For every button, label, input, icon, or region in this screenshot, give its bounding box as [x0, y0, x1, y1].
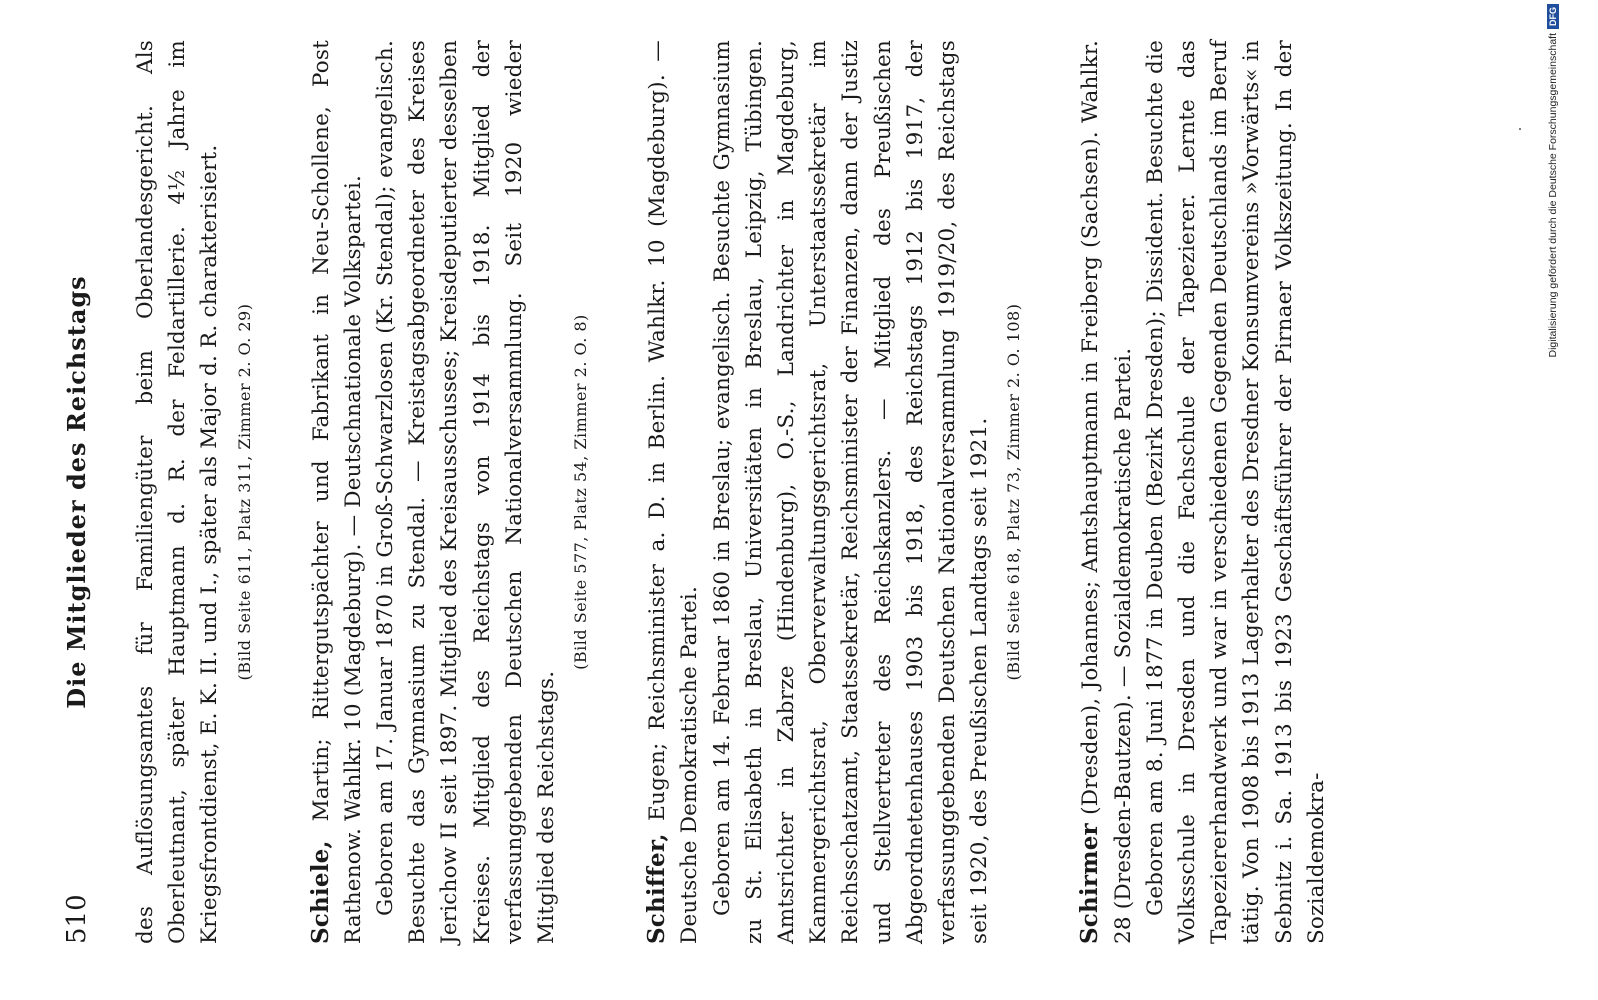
page-header — [62, 40, 102, 944]
entry-paragraph: Geboren am 8. Juni 1877 in Deuben (Bezirk Dresden); Dissident. Besuchte die Volksschule in Dresden und die Fachschule der Tapezierer. Lernte das Tapeziererhandwerk und war in verschiedenen Gegenden Deutschlands im Beruf tätig. Von 1908 bis 1913 Lagerhalter des Dresdner Konsumvereins »Vorwärts« in Sebnitz i. Sa. 1913 bis 1923 Geschäftsführer der Pirnaer Volkszeitung. In der Sozialdemokra- — [1142, 40, 1329, 944]
image-caption: (Bild Seite 611, Platz 311, Zimmer 2. O. 29) — [234, 303, 254, 681]
entry-intro — [641, 40, 706, 944]
image-caption: (Bild Seite 577, Platz 54, Zimmer 2. O. 8) — [571, 314, 591, 670]
entry-schirmer — [1074, 40, 1333, 944]
digitization-credit — [1540, 0, 1566, 1000]
entry-intro-text: (Dresden), Johannes; Amtshauptmann in Freiberg (Sachsen). Wahlkr. 28 (Dresden-Bautzen). — Sozialdemokratische Partei. — [1078, 40, 1136, 944]
scan-speck — [1519, 128, 1521, 130]
entry-intro-text: Eugen; Reichsminister a. D. in Berlin. Wahlkr. 10 (Magdeburg). — Deutsche Demokratische Partei. — [645, 40, 703, 944]
running-head: Die Mitglieder des Reichstags — [62, 275, 91, 709]
entry-name: Schiele, — [306, 840, 334, 944]
entry-intro — [305, 40, 370, 944]
entry-intro — [1074, 40, 1139, 944]
dfg-logo: DFG — [1547, 4, 1559, 29]
entry-schiffer — [641, 40, 1028, 944]
entry-intro-text: Martin; Rittergutspächter und Fabrikant in Neu-Schollene, Post Rathenow. Wahlkr. 10 (Magdeburg). — Deutschnationale Volkspartei. — [308, 40, 366, 944]
entry-name: Schiffer, — [643, 833, 671, 944]
image-caption: (Bild Seite 618, Platz 73, Zimmer 2. O. 108) — [1004, 303, 1024, 681]
credit-text: Digitalisierung gefördert durch die Deutsche Forschungsgemeinschaft — [1547, 33, 1559, 358]
entry-paragraph: Geboren am 14. Februar 1860 in Breslau; evangelisch. Besuchte Gymnasium zu St. Elisabeth in Breslau, Universitäten in Breslau, Leipzig, Tübingen. Amtsrichter in Zabrze (Hindenburg), O.-S., Landrichter in Magdeburg, Kammergerichtsrat, Oberverwaltungsgerichtsrat, Unterstaatssekretär im Reichsschatzamt, Staatssekretär, Reichsminister der Finanzen, dann der Justiz und Stellvertreter des Reichskanzlers. — Mitglied des Preußischen Abgeordnetenhauses 1903 bis 1918, des Reichstags 1912 bis 1917, der verfassunggebenden Deutschen Nationalversammlung 1919/20, des Reichstags seit 1920, des Preußischen Landtags seit 1921. — [709, 40, 993, 944]
entry-name: Schirmer — [1076, 823, 1104, 944]
page-number: 510 — [62, 894, 92, 944]
entry-paragraph: des Auflösungsamtes für Familiengüter beim Oberlandesgericht. Als Oberleutnant, später Hauptmann d. R. der Feldartillerie. 4½ Jahre im Kriegsfrontdienst, E. K. II. und I., später als Major d. R. charakterisiert. — [133, 40, 223, 944]
entry-paragraph: Geboren am 17. Januar 1870 in Groß-Schwarzlosen (Kr. Stendal); evangelisch. Besuchte das Gymnasium zu Stendal. — Kreistagsabgeordneter des Kreises Jerichow II seit 1897. Mitglied des Kreisausschusses; Kreisdeputierter desselben Kreises. Mitglied des Reichstags von 1914 bis 1918. Mitglied der verfassunggebenden Deutschen Nationalversammlung. Seit 1920 wieder Mitglied des Reichstags. — [373, 40, 560, 944]
entry-schiele — [305, 40, 596, 944]
entry-continued — [130, 40, 259, 944]
